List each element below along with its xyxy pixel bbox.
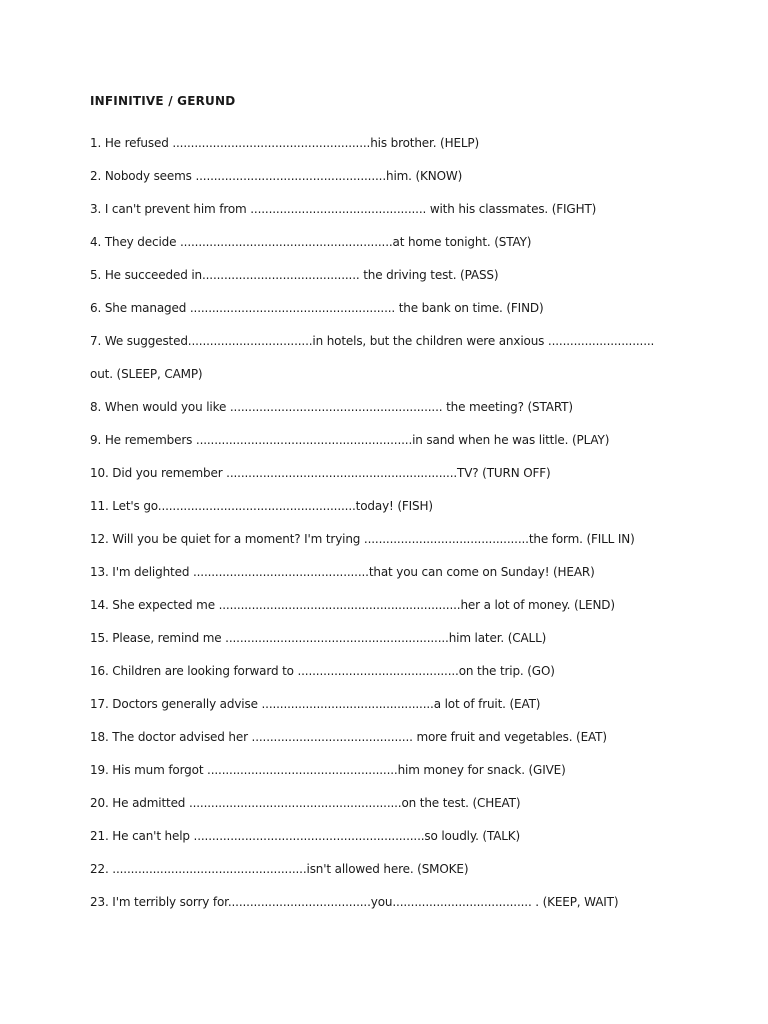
exercise-line-6: 6. She managed ........................................................ the bank on time. (FIND) — [90, 301, 544, 315]
exercise-line-2: 2. Nobody seems ....................................................him. (KNOW) — [90, 169, 463, 183]
exercise-line-21: 21. He can't help ...............................................................so loudly. (TALK) — [90, 829, 521, 843]
exercise-line-11: 11. Let's go......................................................today! (FISH) — [90, 499, 433, 513]
exercise-line-8: 8. When would you like .......................................................... the meeting? (START) — [90, 400, 573, 414]
exercise-line-3: 3. I can't prevent him from ................................................ with his classmates. (FIGHT) — [90, 202, 597, 216]
exercise-line-13: 13. I'm delighted ................................................that you can come on Sunday! (HEAR) — [90, 565, 595, 579]
worksheet-title: INFINITIVE / GERUND — [90, 94, 236, 108]
exercise-line-22: 22. .....................................................isn't allowed here. (SMOKE) — [90, 862, 469, 876]
exercise-line-1: 1. He refused ......................................................his brother. (HELP) — [90, 136, 480, 150]
exercise-line-19: 19. His mum forgot ....................................................him money for snack. (GIVE) — [90, 763, 566, 777]
exercise-line-16: 16. Children are looking forward to ............................................on the trip. (GO) — [90, 664, 555, 678]
exercise-line-7: 7. We suggested..................................in hotels, but the children were anxious ............................. — [90, 334, 655, 348]
exercise-line-23: 23. I'm terribly sorry for.......................................you...................................... . (KEEP, WAIT) — [90, 895, 619, 909]
exercise-line-18: 18. The doctor advised her ............................................ more fruit and vegetables. (EAT) — [90, 730, 607, 744]
exercise-line-12: 12. Will you be quiet for a moment? I'm trying .............................................the form. (FILL IN) — [90, 532, 635, 546]
exercise-line-5: 5. He succeeded in........................................... the driving test. (PASS) — [90, 268, 499, 282]
exercise-line-14: 14. She expected me ..................................................................her a lot of money. (LEND) — [90, 598, 615, 612]
exercise-line-9: 9. He remembers ...........................................................in sand when he was little. (PLAY) — [90, 433, 610, 447]
exercise-line-20: 20. He admitted ..........................................................on the test. (CHEAT) — [90, 796, 521, 810]
exercise-line-4: 4. They decide ..........................................................at home tonight. (STAY) — [90, 235, 532, 249]
exercise-line-15: 15. Please, remind me .............................................................him later. (CALL) — [90, 631, 547, 645]
exercise-line-7-continuation: out. (SLEEP, CAMP) — [90, 367, 203, 381]
exercise-line-17: 17. Doctors generally advise ...............................................a lot of fruit. (EAT) — [90, 697, 541, 711]
exercise-line-10: 10. Did you remember ...............................................................TV? (TURN OFF) — [90, 466, 551, 480]
exercise-list — [90, 134, 730, 926]
